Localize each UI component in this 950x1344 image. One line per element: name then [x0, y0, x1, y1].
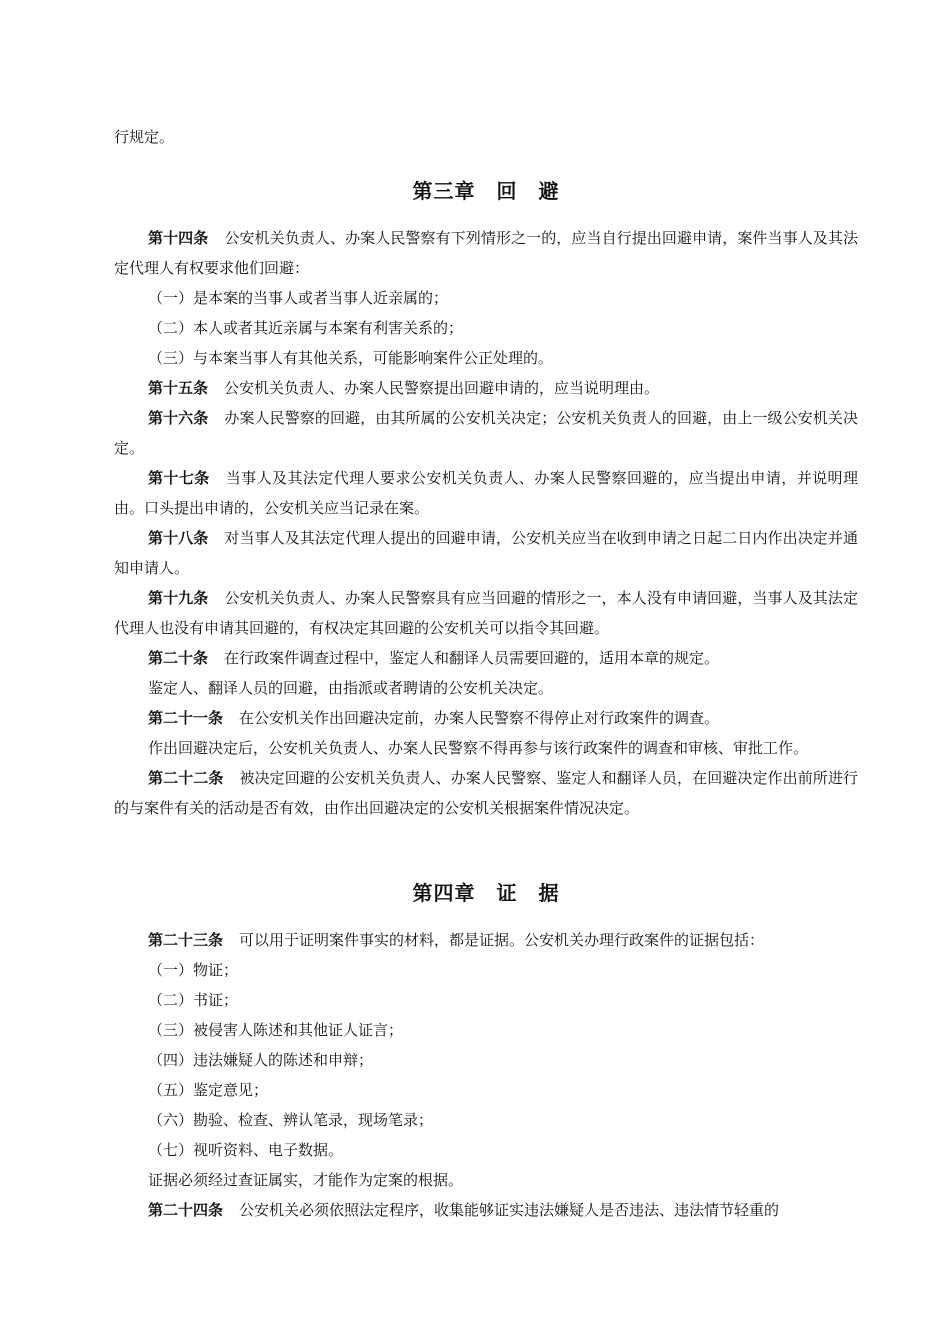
paragraph-text: 在行政案件调查过程中，鉴定人和翻译人员需要回避的，适用本章的规定。 [224, 649, 720, 667]
article-number: 第十五条 [148, 379, 209, 397]
article-paragraph [114, 373, 858, 403]
paragraph-text: （二）书证； [148, 991, 239, 1009]
paragraph-text: （六）勘验、检查、辨认笔录，现场笔录； [148, 1111, 434, 1129]
list-item [114, 1135, 858, 1165]
paragraph-text: 在公安机关作出回避决定前，办案人民警察不得停止对行政案件的调查。 [239, 709, 720, 727]
paragraph-text: 办案人民警察的回避，由其所属的公安机关决定；公安机关负责人的回避，由上一级公安机关决定。 [114, 409, 858, 457]
list-item [114, 1045, 858, 1075]
paragraph-text: 公安机关负责人、办案人民警察具有应当回避的情形之一，本人没有申请回避，当事人及其法定代理人也没有申请其回避的，有权决定其回避的公安机关可以指令其回避。 [114, 589, 858, 637]
list-item [114, 985, 858, 1015]
paragraph-text: 被决定回避的公安机关负责人、办案人民警察、鉴定人和翻译人员，在回避决定作出前所进行的与案件有关的活动是否有效，由作出回避决定的公安机关根据案件情况决定。 [114, 769, 858, 817]
paragraph-text: 当事人及其法定代理人要求公安机关负责人、办案人民警察回避的，应当提出申请，并说明理由。口头提出申请的，公安机关应当记录在案。 [114, 469, 858, 517]
paragraph-text: （三）被侵害人陈述和其他证人证言； [148, 1021, 404, 1039]
chapter-4-title: 第四章 证 据 [412, 881, 560, 905]
article-paragraph [114, 523, 858, 583]
paragraph-text: （三）与本案当事人有其他关系，可能影响案件公正处理的。 [148, 349, 554, 367]
article-paragraph [114, 643, 858, 673]
list-item [114, 283, 858, 313]
paragraph-text: 公安机关负责人、办案人民警察提出回避申请的，应当说明理由。 [224, 379, 660, 397]
article-paragraph [114, 583, 858, 643]
article-paragraph [114, 763, 858, 823]
paragraph-text: （一）物证； [148, 961, 239, 979]
article-paragraph [114, 463, 858, 523]
chapter-3-body [114, 223, 858, 823]
article-paragraph [114, 223, 858, 283]
paragraph-text: 可以用于证明案件事实的材料，都是证据。公安机关办理行政案件的证据包括： [239, 931, 765, 949]
article-number: 第二十四条 [148, 1201, 224, 1219]
paragraph-text: （一）是本案的当事人或者当事人近亲属的； [148, 289, 449, 307]
article-number: 第二十条 [148, 649, 209, 667]
paragraph-text: 公安机关负责人、办案人民警察有下列情形之一的，应当自行提出回避申请，案件当事人及其法定代理人有权要求他们回避： [114, 229, 858, 277]
paragraph-text: 证据必须经过查证属实，才能作为定案的根据。 [148, 1171, 464, 1189]
paragraph-text: （五）鉴定意见； [148, 1081, 269, 1099]
body-paragraph [114, 733, 858, 763]
article-paragraph [114, 703, 858, 733]
paragraph-text: 对当事人及其法定代理人提出的回避申请，公安机关应当在收到申请之日起二日内作出决定并通知申请人。 [114, 529, 858, 577]
article-number: 第十八条 [148, 529, 209, 547]
chapter-4-body [114, 925, 858, 1225]
article-paragraph [114, 1195, 858, 1225]
paragraph-text: 鉴定人、翻译人员的回避，由指派或者聘请的公安机关决定。 [148, 679, 554, 697]
article-number: 第十七条 [148, 469, 210, 487]
paragraph-text: 作出回避决定后，公安机关负责人、办案人民警察不得再参与该行政案件的调查和审核、审批工作。 [148, 739, 809, 757]
article-number: 第二十三条 [148, 931, 224, 949]
list-item [114, 955, 858, 985]
article-number: 第二十二条 [148, 769, 224, 787]
list-item [114, 313, 858, 343]
paragraph-text: （四）违法嫌疑人的陈述和申辩； [148, 1051, 374, 1069]
list-item [114, 1015, 858, 1045]
article-number: 第十九条 [148, 589, 209, 607]
chapter-3-title: 第三章 回 避 [412, 179, 560, 203]
article-paragraph [114, 925, 858, 955]
article-number: 第十四条 [148, 229, 209, 247]
body-paragraph [114, 673, 858, 703]
list-item [114, 1105, 858, 1135]
paragraph-text: 公安机关必须依照法定程序，收集能够证实违法嫌疑人是否违法、违法情节轻重的 [239, 1201, 780, 1219]
paragraph-text: （七）视听资料、电子数据。 [148, 1141, 344, 1159]
list-item [114, 1075, 858, 1105]
body-paragraph [114, 1165, 858, 1195]
article-number: 第二十一条 [148, 709, 224, 727]
paragraph-text: （二）本人或者其近亲属与本案有利害关系的； [148, 319, 464, 337]
article-paragraph [114, 403, 858, 463]
continuation-text: 行规定。 [114, 128, 175, 146]
article-number: 第十六条 [148, 409, 209, 427]
list-item [114, 343, 858, 373]
